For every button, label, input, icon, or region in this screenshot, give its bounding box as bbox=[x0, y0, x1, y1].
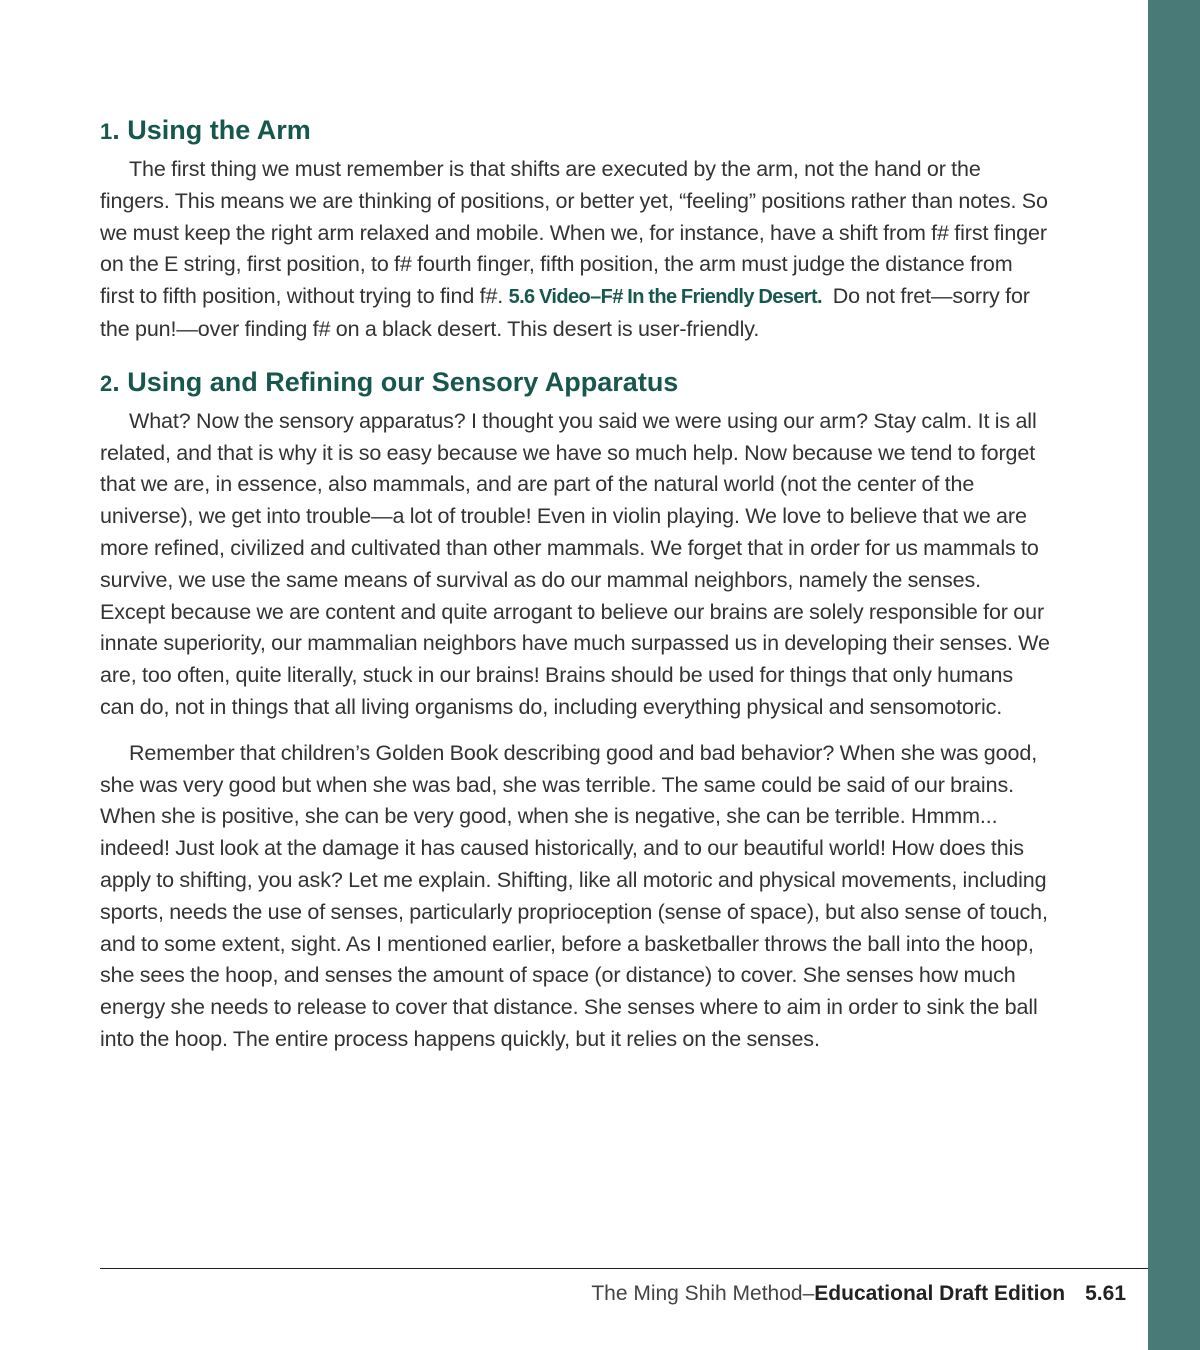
footer-edition: Educational Draft Edition bbox=[814, 1282, 1066, 1305]
page-number: 5.61 bbox=[1085, 1282, 1126, 1305]
footer-book-title: The Ming Shih Method– bbox=[591, 1282, 815, 1305]
paragraph: Remember that children’s Golden Book describing good and bad behavior? When she was good, she was very good but when she was bad, she was terrible. The same could be said of our brains. When she is positive, she can be very good, when she is negative, she can be terrible. Hmmm... indeed! Just look at the damage it has caused historically, and to our beautiful world! How does this apply to shifting, you ask? Let me explain. Shifting, like all motoric and physical movements, including sports, needs the use of senses, particularly proprioception (sense of space), but also sense of touch, and to some extent, sight. As I mentioned earlier, before a basketballer throws the ball into the hoop, she sees the hoop, and senses the amount of space (or distance) to cover. She senses how much energy she needs to release to cover that distance. She senses where to aim in order to sink the ball into the hoop. The entire process happens quickly, but it relies on the senses. bbox=[100, 740, 1048, 1051]
section-title: Using and Refining our Sensory Apparatus bbox=[127, 366, 679, 397]
section-number: 2 bbox=[100, 370, 113, 396]
section-using-the-arm bbox=[100, 108, 1050, 346]
paragraph-text: The first thing we must remember is that shifts are executed by the arm, not the hand or the fingers. This means we are thinking of positions, or better yet, “feeling” positions rather than notes. So we must keep the right arm relaxed and mobile. When we, for instance, have a shift from f# first finger on the E string, first position, to f# fourth finger, fifth position, the arm must judge the distance from first to fifth position, without trying to find f#. bbox=[100, 157, 1048, 309]
section-number: 1 bbox=[100, 119, 113, 144]
video-link[interactable]: 5.6 Video–F# In the Friendly Desert. bbox=[508, 286, 822, 309]
page-footer bbox=[591, 1282, 1126, 1306]
page-content bbox=[100, 108, 1050, 1056]
section-sensory-apparatus bbox=[100, 360, 1050, 1056]
section-title: Using the Arm bbox=[127, 115, 311, 145]
side-color-band bbox=[1148, 0, 1200, 1350]
section-heading: 1. Using the Arm bbox=[100, 115, 311, 145]
paragraph bbox=[100, 154, 1050, 346]
footer-divider bbox=[100, 1268, 1148, 1269]
paragraph: What? Now the sensory apparatus? I thought you said we were using our arm? Stay calm. It is all related, and that is why it is so easy because we have so much help. Now because we tend to forget that we are, in essence, also mammals, and are part of the natural world (not the center of the universe), we get into trouble—a lot of trouble! Even in violin playing. We love to believe that we are more refined, civilized and cultivated than other mammals. We forget that in order for us mammals to survive, we use the same means of survival as do our mammal neighbors, namely the senses. Except because we are content and quite arrogant to believe our brains are solely responsible for our innate superiority, our mammalian neighbors have much surpassed us in developing their senses. We are, too often, quite literally, stuck in our brains! Brains should be used for things that only humans can do, not in things that all living organisms do, including everything physical and sensomotoric. bbox=[100, 408, 1050, 719]
paragraph-text-continued: Do not fret—sorry for the pun!—over finding f# on a black desert. This desert is user-friendly. bbox=[100, 284, 1030, 341]
section-heading: 2. Using and Refining our Sensory Apparatus bbox=[100, 366, 679, 397]
